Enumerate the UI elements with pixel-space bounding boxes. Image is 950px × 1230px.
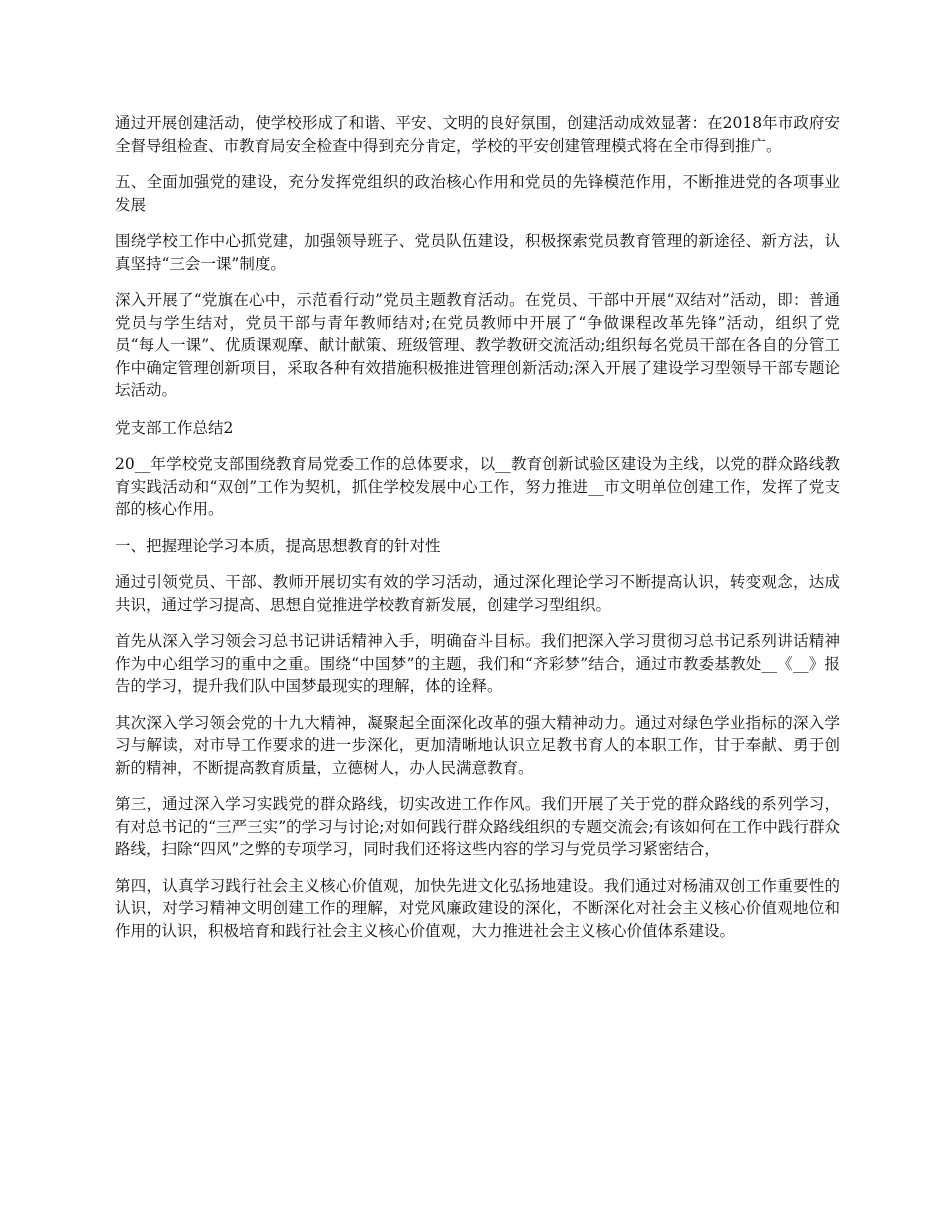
section-title-summary-2: 党支部工作总结2 (115, 418, 234, 437)
heading-party-building: 五、全面加强党的建设，充分发挥党组织的政治核心作用和党员的先锋模范作用，不断推进党的各项事业发展 (115, 173, 840, 214)
paragraph-second: 其次深入学习领会党的十九大精神，凝聚起全面深化改革的强大精神动力。通过对绿色学业指标的深入学习与解读，对市导工作要求的进一步深化，更加清晰地认识立足教书育人的本职工作，甘于奉献、勇于创新的精神，不断提高教育质量，立德树人，办人民满意教育。 (115, 713, 840, 777)
paragraph-party-center: 围绕学校工作中心抓党建，加强领导班子、党员队伍建设，积极探索党员教育管理的新途径、新方法，认真坚持“三会一课”制度。 (115, 232, 840, 273)
paragraph-safety-results: 通过开展创建活动，使学校形成了和谐、平安、文明的良好氛围，创建活动成效显著：在2018年市政府安全督导组检查、市教育局安全检查中得到充分肯定，学校的平安创建管理模式将在全市得到推广。 (115, 114, 840, 155)
paragraph-fourth: 第四，认真学习践行社会主义核心价值观，加快先进文化弘扬地建设。我们通过对杨浦双创工作重要性的认识，对学习精神文明创建工作的理解，对党风廉政建设的深化，不断深化对社会主义核心价值观地位和作用的认识，积极培育和践行社会主义核心价值观，大力推进社会主义核心价值体系建设。 (115, 876, 840, 940)
paragraph-first: 首先从深入学习领会习总书记讲话精神入手，明确奋斗目标。我们把深入学习贯彻习总书记系列讲话精神作为中心组学习的重中之重。围绕“中国梦”的主题，我们和“齐彩梦”结合，通过市教委基教处__《__》报告的学习，提升我们队中国梦最现实的理解，体的诠释。 (115, 632, 840, 695)
document-body (115, 112, 840, 956)
paragraph-learning-activities: 通过引领党员、干部、教师开展切实有效的学习活动，通过深化理论学习不断提高认识，转变观念，达成共识，通过学习提高、思想自觉推进学校教育新发展，创建学习型组织。 (115, 573, 840, 614)
heading-theory-study: 一、把握理论学习本质，提高思想教育的针对性 (115, 536, 441, 555)
paragraph-education-activity: 深入开展了“党旗在心中，示范看行动”党员主题教育活动。在党员、干部中开展“双结对”活动，即：普通党员与学生结对，党员干部与青年教师结对;在党员教师中开展了“争做课程改革先锋”活动，组织了党员“每人一课”、优质课观摩、献计献策、班级管理、教学教研交流活动;组织每名党员干部在各自的分管工作中确定管理创新项目，采取各种有效措施积极推进管理创新活动;深入开展了建设学习型领导干部专题论坛活动。 (115, 291, 840, 399)
paragraph-third: 第三，通过深入学习实践党的群众路线，切实改进工作作风。我们开展了关于党的群众路线的系列学习，有对总书记的“三严三实”的学习与讨论;对如何践行群众路线组织的专题交流会;有该如何在工作中践行群众路线，扫除“四风”之弊的专项学习，同时我们还将这些内容的学习与党员学习紧密结合， (115, 795, 840, 858)
paragraph-summary-intro: 20__年学校党支部围绕教育局党委工作的总体要求，以__教育创新试验区建设为主线，以党的群众路线教育实践活动和“双创”工作为契机，抓住学校发展中心工作，努力推进__市文明单位创建工作，发挥了党支部的核心作用。 (115, 455, 840, 518)
